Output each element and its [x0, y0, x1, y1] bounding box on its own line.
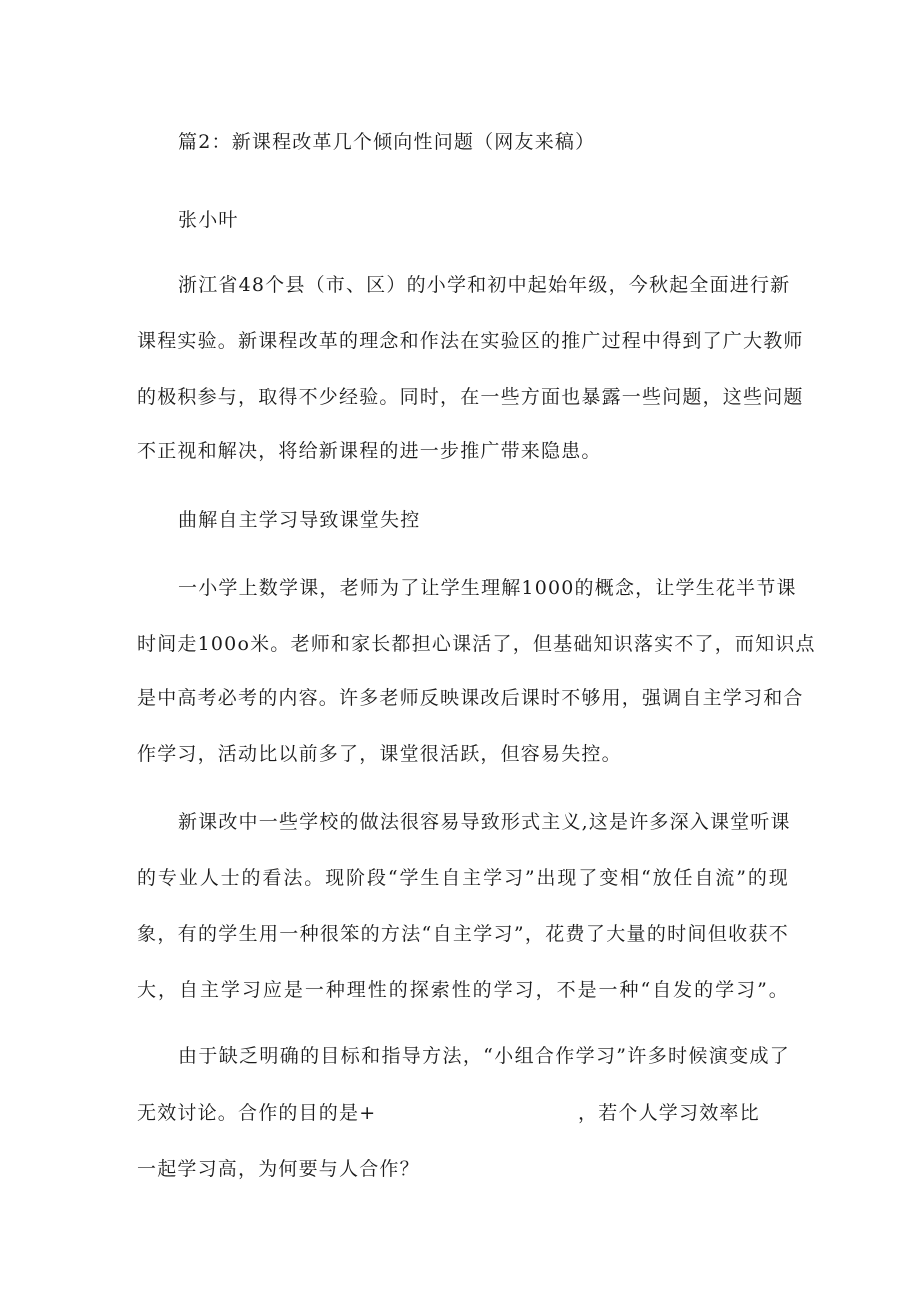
paragraph-line: 浙江省48个县（市、区）的小学和初中起始年级，今秋起全面进行新: [178, 274, 791, 296]
paragraph-line: 新课改中一些学校的做法很容易导致形式主义,这是许多深入课堂听课: [178, 811, 790, 833]
paragraph-line: 的专业人士的看法。现阶段“学生自主学习”出现了变相“放任自流”的现: [137, 867, 789, 889]
paragraph-line: 课程实验。新课程改革的理念和作法在实验区的推广过程中得到了广大教师: [137, 330, 804, 352]
paragraph-line: 不正视和解决，将给新课程的进一步推广带来隐患。: [137, 440, 602, 462]
paragraph-line: 的极积参与，取得不少经验。同时，在一些方面也暴露一些问题，这些问题: [137, 386, 804, 408]
paragraph-line: 是中高考必考的内容。许多老师反映课改后课时不够用，强调自主学习和合: [137, 687, 804, 709]
paragraph-line: 由于缺乏明确的目标和指导方法，“小组合作学习”许多时候演变成了: [178, 1045, 790, 1067]
document-title: 篇2：新课程改革几个倾向性问题（网友来稿）: [178, 131, 596, 153]
paragraph-line: 象，有的学生用一种很笨的方法“自主学习”，花费了大量的时间但收获不: [137, 923, 789, 945]
paragraph-line: 时间走100o米。老师和家长都担心课活了，但基础知识落实不了，而知识点: [137, 633, 816, 655]
paragraph-line: 一起学习高，为何要与人合作？: [137, 1158, 420, 1180]
paragraph-line: 无效讨论。合作的目的是+: [137, 1102, 377, 1124]
paragraph-line: 大，自主学习应是一种理性的探索性的学习，不是一种“自发的学习”。: [137, 979, 789, 1001]
author-name: 张小叶: [178, 209, 239, 231]
section-heading: 曲解自主学习导致课堂失控: [178, 509, 421, 531]
paragraph-line: ，若个人学习效率比: [578, 1102, 760, 1124]
paragraph-line: 一小学上数学课，老师为了让学生理解1000的概念，让学生花半节课: [178, 577, 797, 599]
paragraph-line: 作学习，活动比以前多了，课堂很活跃，但容易失控。: [137, 743, 622, 765]
